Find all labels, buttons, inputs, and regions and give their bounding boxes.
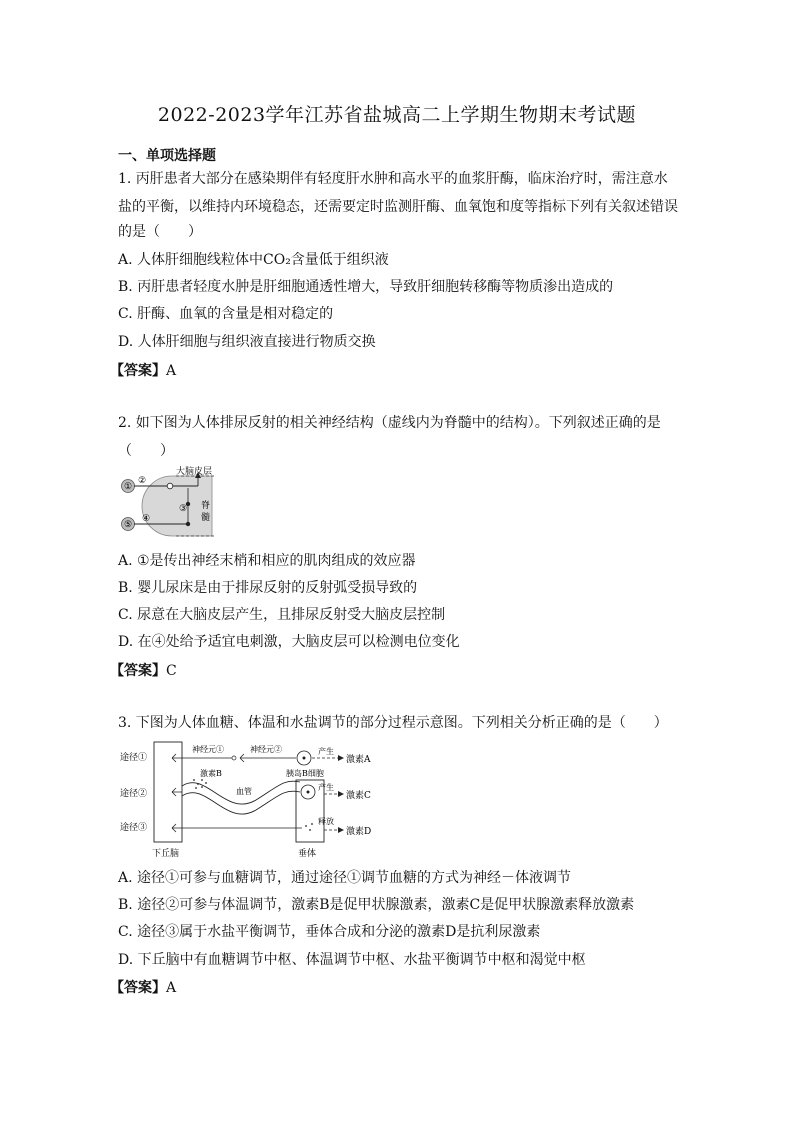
q1-option-a: A. 人体肝细胞线粒体中CO₂含量低于组织液	[118, 252, 389, 268]
q2-stem-line-1: 2. 如下图为人体排尿反射的相关神经结构（虚线内为脊髓中的结构）。下列叙述正确的是	[118, 415, 661, 431]
q2-option-d: D. 在④处给予适宜电刺激，大脑皮层可以检测电位变化	[118, 634, 460, 650]
q1-option-d: D. 人体肝细胞与组织液直接进行物质交换	[118, 334, 376, 350]
produce-1-label: 产生	[318, 747, 334, 756]
q2-stem-line-2: （ ）	[118, 443, 174, 459]
label-2: ②	[138, 476, 147, 486]
q2-option-b: B. 婴儿尿床是由于排尿反射的反射弧受损导致的	[118, 580, 418, 596]
answer-value: A	[166, 363, 177, 379]
answer-label: 【答案】	[110, 980, 166, 996]
answer-label: 【答案】	[110, 363, 166, 379]
neuron-1-label: 神经元①	[192, 745, 224, 754]
neuron-2-label: 神经元②	[250, 745, 282, 754]
hormone-b-label: 激素B	[200, 769, 222, 778]
q2-option-a: A. ①是传出神经末梢和相应的肌肉组成的效应器	[118, 553, 416, 569]
q1-answer	[110, 360, 176, 380]
q2-answer	[110, 660, 177, 680]
q2-option-c: C. 尿意在大脑皮层产生，且排尿反射受大脑皮层控制	[118, 607, 446, 623]
section-heading: 一、单项选择题	[118, 148, 216, 164]
q1-option-b: B. 丙肝患者轻度水肿是肝细胞通透性增大，导致肝细胞转移酶等物质渗出造成的	[118, 279, 614, 295]
label-1: ①	[124, 482, 133, 492]
produce-2-label: 产生	[318, 783, 334, 792]
hormone-d-label: 激素D	[346, 827, 372, 837]
cortex-label: 大脑皮层	[176, 467, 213, 477]
release-label: 释放	[318, 817, 334, 826]
islet-label: 胰岛B细胞	[286, 769, 324, 778]
label-4: ④	[142, 514, 151, 524]
q3-option-b: B. 途径②可参与体温调节，激素B是促甲状腺激素，激素C是促甲状腺激素释放激素	[118, 897, 635, 913]
pituitary-label: 垂体	[298, 849, 317, 859]
reflex-arc-figure	[112, 464, 232, 548]
vessel-label: 血管	[236, 787, 252, 796]
label-3: ③	[179, 504, 188, 514]
q3-stem-line-1: 3. 下图为人体血糖、体温和水盐调节的部分过程示意图。下列相关分析正确的是（ ）	[118, 715, 668, 731]
q3-option-d: D. 下丘脑中有血糖调节中枢、体温调节中枢、水盐平衡调节中枢和渴觉中枢	[118, 952, 586, 968]
q3-option-c: C. 途径③属于水盐平衡调节，垂体合成和分泌的激素D是抗利尿激素	[118, 924, 541, 940]
label-5: ⑤	[124, 520, 133, 530]
hormone-a-label: 激素A	[346, 755, 371, 765]
q1-stem-line-2: 盐的平衡，以维持内环境稳态，还需要定时监测肝酶、血氧饱和度等指标下列有关叙述错误	[118, 199, 678, 215]
route-2-label: 途径②	[120, 789, 148, 799]
q1-stem-line-3: 的是（ ）	[118, 224, 202, 240]
q1-stem-line-1: 1. 丙肝患者大部分在感染期伴有轻度肝水肿和高水平的血浆肝酶，临床治疗时，需注意水	[118, 171, 668, 187]
spine-label-2: 髓	[201, 513, 211, 523]
q3-option-a: A. 途径①可参与血糖调节，通过途径①调节血糖的方式为神经－体液调节	[118, 870, 572, 886]
hormone-c-label: 激素C	[346, 791, 371, 801]
q3-answer	[110, 977, 176, 997]
answer-label: 【答案】	[110, 663, 166, 679]
answer-value: A	[166, 980, 177, 996]
spine-label-1: 脊	[201, 501, 211, 511]
regulation-figure	[116, 740, 396, 862]
answer-value: C	[166, 663, 177, 679]
q1-option-c: C. 肝酶、血氧的含量是相对稳定的	[118, 306, 334, 322]
hypothalamus-label: 下丘脑	[152, 849, 180, 859]
route-1-label: 途径①	[120, 753, 148, 763]
page-title: 2022-2023学年江苏省盐城高二上学期生物期末考试题	[157, 104, 637, 126]
route-3-label: 途径③	[120, 823, 148, 833]
